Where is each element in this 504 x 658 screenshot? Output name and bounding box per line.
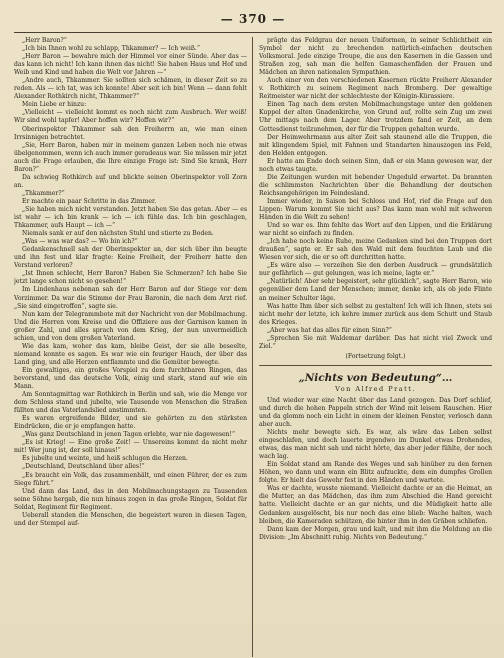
article-paragraph: Er hatte am Ende doch seinen Sinn, daß er ein Mann gewesen war, der noch etwas taugte.: [259, 157, 493, 173]
article-paragraph: Oberinspektor Thkammer sah den Freiherrn an, wie man einen Irrsinnigen betrachtet.: [14, 125, 248, 141]
article-paragraph: „Sie haben mich nicht verstanden. Jetzt haben Sie das getan. Aber — es ist wahr — ich bin krank — ich — ich fühle das. Ich bin geschlagen, Thkammer, aufs Haupt — ich —“: [14, 205, 248, 230]
article-paragraph: „Herr Baron — bewahre mich der Himmel vor einer Sünde. Aber das — das kann ich nicht! Ich kann ihnen das nicht! Sie haben Haus und Hof und Weib und Kind und haben die Welt vor Jahren —“: [14, 53, 248, 77]
continuation-note: (Fortsetzung folgt.): [345, 352, 406, 360]
left-column: [14, 37, 247, 657]
article-paragraph: „Aber was hat das alles für einen Sinn?“: [267, 326, 392, 334]
article-paragraph: „Natürlich! Aber sehr begeistert, sehr glücklich“, sagte Herr Baron, wie gegenüber dem Land der Menschen; immer, denke ich, als ob jede Flinte an meiner Schulter läge.: [259, 278, 493, 302]
section-rule: [259, 365, 492, 366]
article-paragraph: „Andre auch, Thkammer. Sie sollten sich schämen, in dieser Zeit so zu reden. Als — ich tat, was ich konnte! Aber seit ich bin! Wenn — dann fehlt Alexander Rothkirch nicht, Thkammer?“: [14, 77, 248, 101]
article-paragraph: Er machte ein paar Schritte in das Zimmer.: [22, 197, 157, 205]
article-paragraph: „Vielleicht — vielleicht kommt es noch nicht zum Ausbruch. Wer weiß! Wir sind wohl tapfer! Aber hoffen wir? Hoffen wir?“: [14, 109, 248, 125]
story-author: Von Alfred Pratt.: [335, 384, 416, 393]
article-paragraph: „Was — was war das? — Wo bin ich?“: [22, 238, 138, 246]
story-title: „Nichts von Bedeutung“…: [298, 371, 453, 384]
story-paragraph: Dann kam der Morgen, grau und kalt, und mit ihm die Meldung an die Division: „Im Abschnitt ruhig. Nichts von Bedeutung.“: [259, 525, 493, 541]
header-rule: [14, 32, 492, 33]
article-paragraph: „Sie, Herr Baron, haben mir in meinem ganzen Leben noch nie etwas übelgenommen, wenn ich auch immer geradeaus war. Sie müssen mir jetzt auch die Frage erlauben, die Ihre einzige Frage ist: Sind Sie krank, Herr Baron?“: [14, 141, 248, 173]
article-paragraph: Auch einer von den verschiedenen Kasernen rückte Freiherr Alexander v. Rothkirch zu seinem Regiment nach Bromberg. Der gewaltige Reitmeister war nicht der schlechteste der Königin-Kürassiere.: [259, 77, 493, 101]
story-paragraph: Was er dachte, wusste niemand. Vielleicht dachte er an die Heimat, an die Mutter, an das Mädchen, das ihm zum Abschied die Hand gereicht hatte. Vielleicht dachte er an gar nichts, und die Müdigkeit hatte alle Gedanken ausgelöscht, bis nur noch das eine blieb: Wache halten, wach bleiben, die Kameraden schützen, die hinter ihm in den Gräben schliefen.: [259, 485, 493, 525]
article-paragraph: Einen Tag nach dem ersten Mobilmachungstage unter den goldenen Kuppel der alten Gnadenkirche, von Grund auf, rollte sein Zug um zwei Uhr mittags nach dem Lager. Aber trotzdem fand er Zeit, an dem Gottesdienst teilzunehmen, der für die Truppen gehalten wurde.: [259, 101, 493, 133]
article-paragraph: Am Sonntagmittag war Rothkirch in Berlin und sah, wie die Menge vor dem Schloss stand und jubelte, wie Tausende von Menschen die Straßen füllten und das Vaterlandslied anstimmten.: [14, 391, 248, 415]
story-paragraph: Ein Soldat stand am Rande des Weges und sah hinüber zu den fernen Höhen, wo dann und wann ein Blitz aufzuckte, dem ein dumpfes Grollen folgte. Er hielt das Gewehr fest in den Händen und wartete.: [259, 461, 493, 485]
article-paragraph: Was hatte Ihm über sich selbst zu gestalten! Ich will ich Ihnen, stets sei nicht mehr der letzte, ich kehre immer zurück aus dem Schutt und Staub des Krieges.: [259, 302, 493, 326]
article-paragraph: prägte das Feldgrau der neuen Uniformen, in seiner Schlichtheit ein Symbol der nicht zu brechenden natürlich-einfachen deutschen Volksmoral. Jede einzige Troupe, die aus den Kasernen in die Gassen und Straßen zog, sah man die helfen Gamaschenfäden der Frauen und Mädchen an ihren nationalen Sympathien.: [259, 37, 493, 77]
story-body: [259, 397, 492, 542]
article-paragraph: Und so war es. Ihm fehlte das Wort auf den Lippen, und die Erklärung war nicht so einfach zu finden.: [259, 222, 493, 238]
story-paragraph: Und wieder war eine Nacht über das Land gezogen. Das Dorf schlief, und durch die hohen Pappeln strich der Wind mit leisem Rauschen. Hier und da glomm noch ein Licht in einem der kleinen Fenster, verlosch dann aber auch.: [259, 396, 493, 429]
serial-continuation: [259, 37, 492, 351]
article-paragraph: „Ich habe noch keine Ruhe, meine Gedanken sind bei den Truppen dort draußen“, sagte er. Er sah den Wald mit dem feuchten Laub und die Wiesen vor sich, die er so oft durchritten hatte.: [259, 238, 493, 262]
article-paragraph: Ein gewaltiges, ein großes Vorspiel zu dem furchtbaren Ringen, das bevorstand, und das deutsche Volk, einig und stark, stand auf wie ein Mann.: [14, 366, 248, 391]
article-paragraph: „Was ganz Deutschland in jenen Tagen erlebte, war nie dagewesen!“: [22, 431, 236, 439]
columns: [14, 37, 492, 657]
article-paragraph: „Deutschland, Deutschland über alles!“: [22, 463, 145, 471]
article-paragraph: Im Lindenhaus nebenan sah der Herr Baron auf der Stiege vor dem Vorzimmer. Da war die Stimme der Frau Baronin, die nach dem Arzt rief. „Sie sind eingetroffen“, sagte sie.: [14, 286, 248, 310]
article-paragraph: Es waren ergreifende Bilder, und sie gehörten zu den stärksten Eindrücken, die er je empfangen hatte.: [14, 415, 248, 431]
article-paragraph: „Es ist Krieg! — Eine große Zeit! — Unsereins kommt da nicht mehr mit! Wer jung ist, der soll hinaus!“: [14, 439, 248, 455]
article-paragraph: Da schwieg Rothkirch auf und blickte seinen Oberinspektor voll Zorn an.: [14, 173, 248, 189]
article-paragraph: Mein Liebe er hinzu:: [22, 101, 87, 109]
right-column: [259, 37, 492, 657]
article-paragraph: „Thkammer?“: [22, 189, 65, 197]
article-paragraph: „Es braucht ein Volk, das zusammenhält, und einen Führer, der es zum Siege führt.“: [14, 471, 248, 487]
article-paragraph: Niemals sank er auf den nächsten Stuhl und stierte zu Boden.: [22, 230, 214, 238]
column-divider: [252, 37, 253, 657]
article-paragraph: „Ist Ihnen schlecht, Herr Baron? Haben Sie Schmerzen? Ich habe Sie jetzt lange schon nicht so gesehen!“: [14, 270, 248, 286]
article-paragraph: Gedankenschnell sah der Oberinspektor an, der sich über ihn beugte und ihn fest und klar fragte: Keine Freiheit, der Freiherr hatte den Verstand verloren?: [14, 246, 248, 270]
article-paragraph: Die Zeitungen wurden mit bebender Ungeduld erwartet. Da brannten die schlimmsten Nachrichten über die Behandlung der deutschen Reichsangehörigen im Feindesland.: [259, 173, 493, 197]
article-paragraph: Wie das kam, woher das kam, bleibe Geist, der sie alle beseelte, niemand konnte es sagen. Es war wie ein feuriger Hauch, der über das Land ging, und alle Herzen entflammte und die Gemüter bewegte.: [14, 342, 248, 366]
article-paragraph: „Sprechen Sie mit Waldemar darüber. Das hat nicht viel Zweck und Ziel.“: [259, 334, 493, 350]
article-paragraph: Und dann das Land, das in den Mobilmachungstagen zu Tausenden seine Söhne hergab, die nun hinaus zogen in das große Ringen, Soldat für Soldat, Regiment für Regiment.: [14, 487, 248, 511]
article-paragraph: „Ich bin Ihnen wohl zu schlapp, Thkammer? — Ich weiß.“: [22, 45, 200, 53]
article-paragraph: Der Heimwehrmann aus alter Zeit sah staunend alle die Truppen, die mit klingendem Spiel, mit Fahnen und Standarten hinauszogen ins Feld, den Helden entgegen.: [259, 133, 493, 157]
page-header: [14, 8, 492, 30]
article-paragraph: „Es wäre also — verzeihen Sie den derben Ausdruck — grundsätzlich nur gefährlich — gut gelungen, was ich meine, lagte er.“: [259, 262, 493, 278]
story-paragraph: Nichts mehr bewegte sich. Es war, als wäre das Leben selbst eingeschlafen, und doch lauerte irgendwo im Dunkel etwas Drohendes, etwas, das man nicht sah und nicht hörte, das aber jeder fühlte, der noch wach lag.: [259, 429, 493, 461]
article-paragraph: „Herr Baron?“: [22, 37, 67, 44]
article-paragraph: Immer wieder, in Saison bei Schloss und Hof, rief die Frage auf den Lippen: Warum kommt Sie nicht aus? Das kann man wohl mit schweren Händen in die Welt zu sehen!: [259, 197, 493, 222]
article-paragraph: Nun kam der Telegrammbote mit der Nachricht von der Mobilmachung. Und die Herren vom Kreise und die Offiziere aus der Garnison kamen in großer Zahl, und alles sprach von dem Krieg, der nun unvermeidlich schien, und von dem großen Vaterland.: [14, 310, 248, 342]
article-paragraph: Es jubelte und weinte, und heiß schlugen die Herzen.: [22, 455, 188, 463]
page-number: — 370 —: [220, 12, 286, 26]
article-paragraph: Ueberall standen die Menschen, die begeistert waren in diesen Tagen, und der Stempel auf-: [14, 511, 248, 527]
